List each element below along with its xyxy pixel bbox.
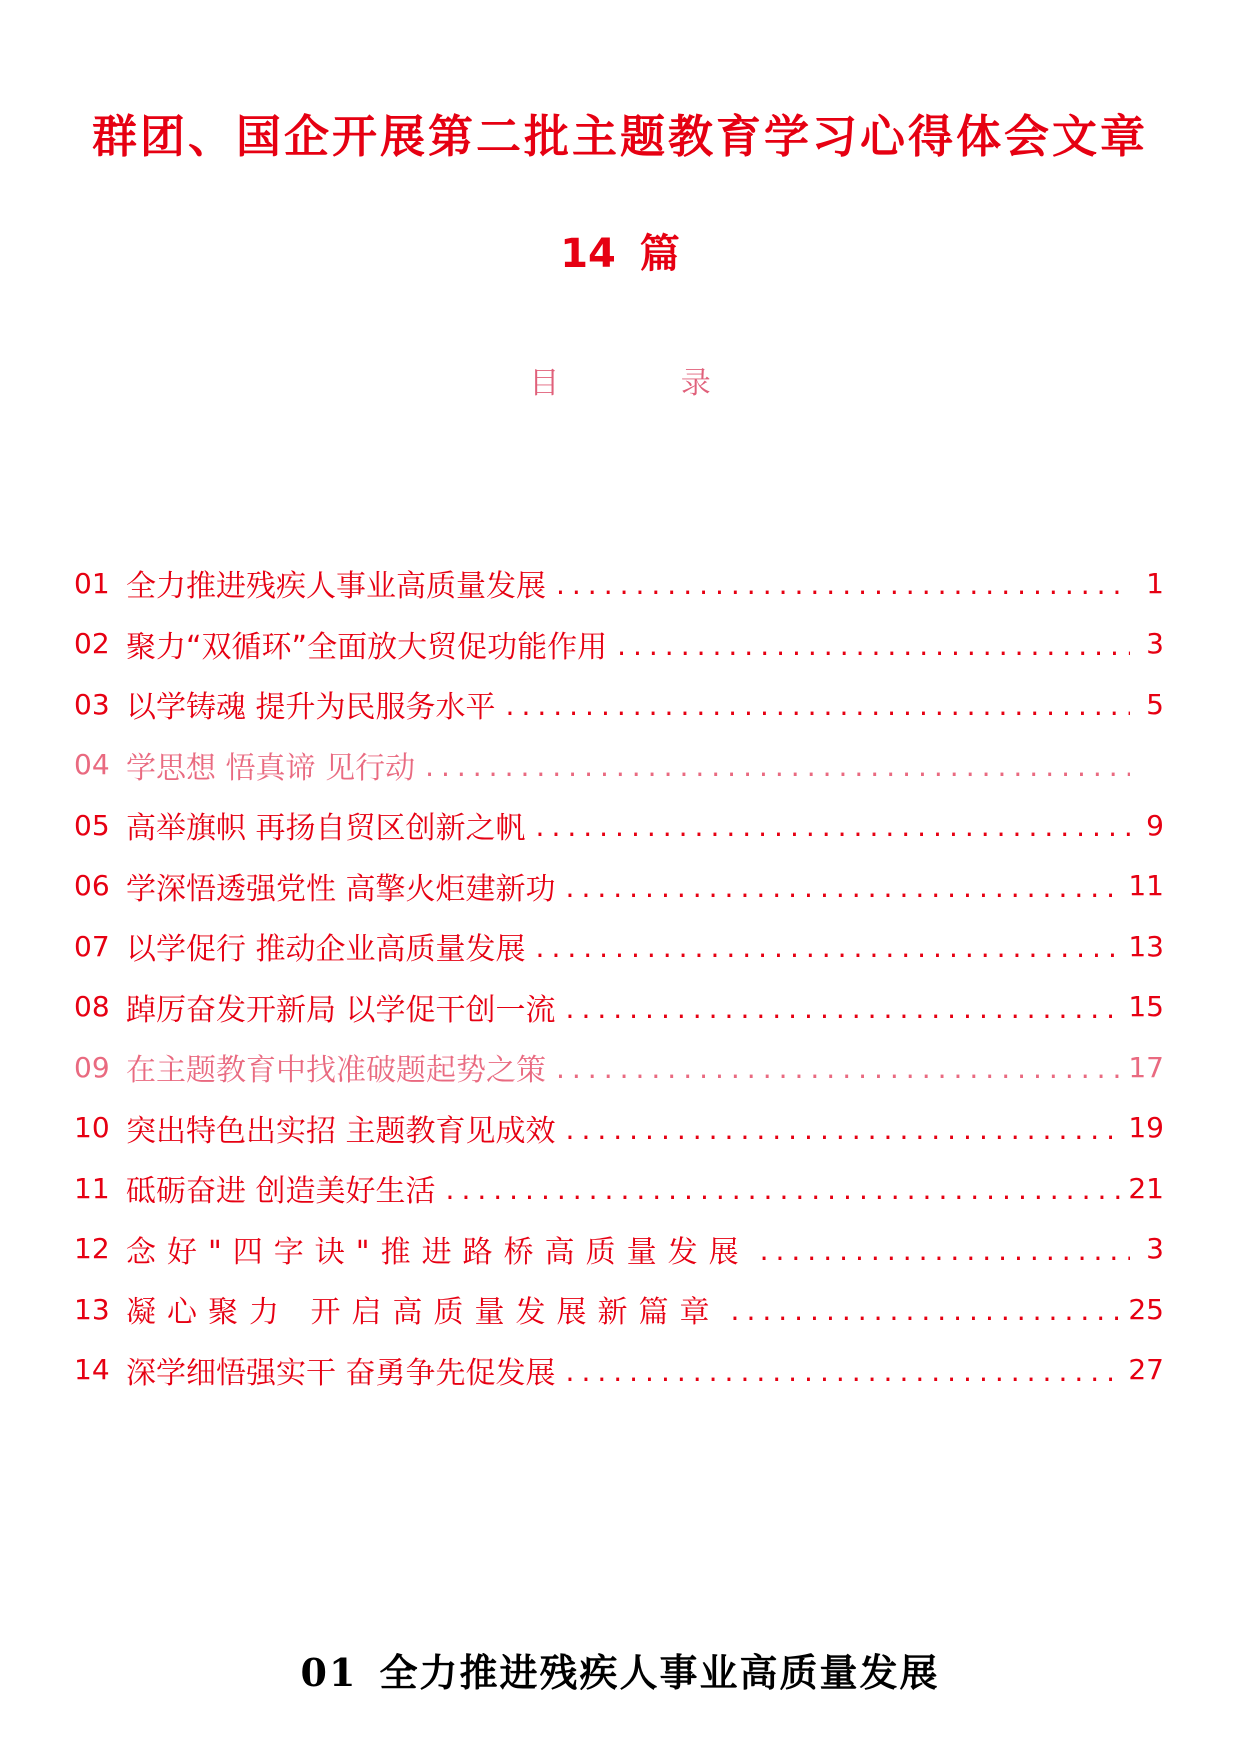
section-title: 全力推进残疾人事业高质量发展 — [379, 1650, 940, 1695]
toc-dot-leader — [446, 1175, 1121, 1205]
toc-entry[interactable] — [74, 856, 1164, 917]
document-title: 群团、国企开展第二批主题教育学习心得体会文章 — [91, 110, 1148, 163]
toc-entry[interactable] — [74, 916, 1164, 977]
toc-entry-title: 学深悟透强党性 高擎火炬建新功 — [126, 871, 556, 907]
toc-entry[interactable] — [74, 1158, 1164, 1219]
toc-dot-leader — [536, 933, 1121, 963]
toc-entry-page: 27 — [1128, 1353, 1164, 1387]
toc-entry-number: 02 — [74, 627, 110, 661]
toc-dot-leader — [566, 1115, 1121, 1145]
toc-dot-leader — [506, 691, 1130, 721]
toc-entry-number: 06 — [74, 869, 110, 903]
toc-entry-page: 15 — [1128, 990, 1164, 1024]
toc-entry-number: 04 — [74, 748, 110, 782]
toc-entry-page: 9 — [1146, 808, 1164, 842]
toc-entry[interactable] — [74, 735, 1164, 796]
toc-entry-number: 07 — [74, 929, 110, 963]
toc-dot-leader — [566, 873, 1121, 903]
section-number: 01 — [300, 1650, 358, 1695]
toc-dot-leader — [566, 1357, 1121, 1387]
toc-entry-number: 14 — [74, 1353, 110, 1387]
toc-entry[interactable] — [74, 1098, 1164, 1159]
toc-heading: 目 录 — [529, 366, 767, 401]
toc-entry-page: 17 — [1128, 1050, 1164, 1084]
toc-entry-page: 5 — [1146, 687, 1164, 721]
toc-entry-title: 在主题教育中找准破题起势之策 — [126, 1053, 546, 1089]
toc-entry-title: 深学细悟强实干 奋勇争先促发展 — [126, 1355, 556, 1391]
toc-entry-number: 10 — [74, 1111, 110, 1145]
table-of-contents — [74, 553, 1164, 1400]
toc-entry[interactable] — [74, 553, 1164, 614]
toc-entry[interactable] — [74, 1037, 1164, 1098]
toc-entry-page: 3 — [1146, 627, 1164, 661]
toc-dot-leader — [760, 1236, 1130, 1266]
toc-entry-number: 08 — [74, 990, 110, 1024]
toc-entry-title: 聚力“双循环”全面放大贸促功能作用 — [126, 629, 608, 665]
toc-entry-title: 凝心聚力 开启高质量发展新篇章 — [126, 1295, 721, 1331]
toc-dot-leader — [556, 570, 1130, 600]
toc-entry-number: 13 — [74, 1292, 110, 1326]
toc-dot-leader — [731, 1296, 1121, 1326]
toc-entry[interactable] — [74, 1219, 1164, 1280]
toc-entry-page: 1 — [1146, 566, 1164, 600]
toc-entry[interactable] — [74, 1279, 1164, 1340]
toc-entry-number: 09 — [74, 1050, 110, 1084]
toc-entry-title: 念好"四字诀"推进路桥高质量发展 — [126, 1234, 750, 1270]
toc-entry-page: 19 — [1128, 1111, 1164, 1145]
toc-dot-leader — [566, 994, 1121, 1024]
document-title-count: 14 篇 — [560, 231, 680, 277]
toc-entry-number: 03 — [74, 687, 110, 721]
toc-entry-title: 砥砺奋进 创造美好生活 — [126, 1174, 436, 1210]
toc-dot-leader — [617, 631, 1130, 661]
toc-entry-page: 25 — [1128, 1292, 1164, 1326]
toc-entry[interactable] — [74, 795, 1164, 856]
section-heading — [0, 1642, 1240, 1697]
toc-entry-number: 05 — [74, 808, 110, 842]
toc-entry-title: 踔厉奋发开新局 以学促干创一流 — [126, 992, 556, 1028]
toc-entry[interactable] — [74, 1340, 1164, 1401]
toc-entry-page: 13 — [1128, 929, 1164, 963]
toc-entry[interactable] — [74, 614, 1164, 675]
toc-entry-title: 以学促行 推动企业高质量发展 — [126, 932, 526, 968]
toc-entry-number: 11 — [74, 1171, 110, 1205]
toc-entry-title: 高举旗帜 再扬自贸区创新之帆 — [126, 811, 526, 847]
toc-entry-title: 全力推进残疾人事业高质量发展 — [126, 569, 546, 605]
toc-entry[interactable] — [74, 977, 1164, 1038]
toc-entry-title: 学思想 悟真谛 见行动 — [126, 750, 416, 786]
toc-entry-number: 12 — [74, 1232, 110, 1266]
toc-entry[interactable] — [74, 674, 1164, 735]
toc-dot-leader — [536, 812, 1130, 842]
toc-entry-title: 突出特色出实招 主题教育见成效 — [126, 1113, 556, 1149]
toc-entry-number: 01 — [74, 566, 110, 600]
toc-entry-page: 21 — [1128, 1171, 1164, 1205]
toc-entry-title: 以学铸魂 提升为民服务水平 — [126, 690, 496, 726]
toc-entry-page: 11 — [1128, 869, 1164, 903]
toc-entry-page: 3 — [1146, 1232, 1164, 1266]
toc-dot-leader — [556, 1054, 1120, 1084]
toc-dot-leader — [425, 752, 1130, 782]
